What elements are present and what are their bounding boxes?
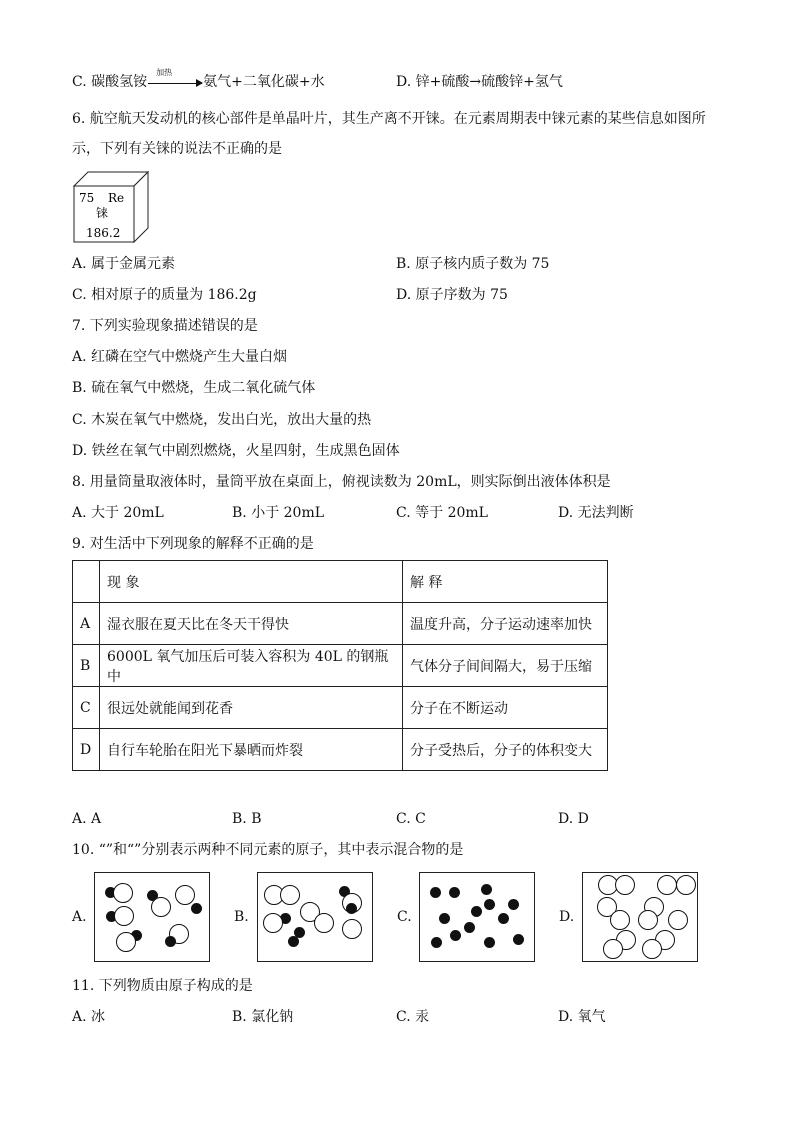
- open-atom: [657, 875, 677, 895]
- element-mass: 186.2: [86, 226, 121, 240]
- q6-stem-line1: 6. 航空航天发动机的核心部件是单晶叶片，其生产离不开铼。在元素周期表中铼元素的某些信息如图所: [72, 111, 706, 127]
- q10-box-c: [419, 872, 535, 962]
- open-atom: [116, 932, 136, 952]
- row-phenomenon: 很远处就能闻到花香: [100, 687, 403, 729]
- q6-option-c: C. 相对原子的质量为 186.2g: [72, 287, 257, 303]
- filled-atom: [498, 913, 509, 924]
- reaction-arrow-icon: [148, 68, 202, 89]
- q5-option-c: [72, 68, 325, 92]
- filled-atom: [484, 937, 495, 948]
- row-key: A: [73, 603, 100, 645]
- open-atom: [668, 910, 688, 930]
- row-explanation: 分子受热后，分子的体积变大: [403, 729, 608, 771]
- element-number: 75: [79, 191, 95, 205]
- q10-stem: 10. “”和“”分别表示两种不同元素的原子，其中表示混合物的是: [72, 842, 464, 858]
- q8-option-a: A. 大于 20mL: [72, 505, 164, 521]
- q6-option-d: D. 原子序数为 75: [396, 287, 508, 303]
- row-explanation: 分子在不断运动: [403, 687, 608, 729]
- filled-atom: [513, 934, 524, 945]
- open-atom: [151, 897, 171, 917]
- q5-option-c-reactants: C. 碳酸氢铵: [72, 74, 148, 90]
- q8-option-b: B. 小于 20mL: [232, 505, 325, 521]
- table-header-row: [73, 561, 608, 603]
- table-header-phenomenon: 现 象: [100, 561, 403, 603]
- q11-option-c: C. 汞: [396, 1009, 430, 1025]
- q11-option-a: A. 冰: [72, 1009, 106, 1025]
- q11-stem: 11. 下列物质由原子构成的是: [72, 978, 253, 994]
- row-phenomenon: 6000L 氧气加压后可装入容积为 40L 的钢瓶中: [100, 645, 403, 687]
- q6-option-a: A. 属于金属元素: [72, 256, 176, 272]
- table-header-explanation: 解 释: [403, 561, 608, 603]
- open-atom: [642, 939, 662, 959]
- q9-option-b: B. B: [232, 811, 262, 827]
- q5-option-c-products: 氨气+二氧化碳+水: [203, 74, 325, 90]
- table-row: [73, 687, 608, 729]
- q10-box-b: [257, 872, 373, 962]
- open-atom: [280, 885, 300, 905]
- open-atom: [610, 910, 630, 930]
- q6-option-b: B. 原子核内质子数为 75: [396, 256, 550, 272]
- row-explanation: 温度升高，分子运动速率加快: [403, 603, 608, 645]
- row-key: C: [73, 687, 100, 729]
- element-name: 铼: [96, 206, 109, 220]
- filled-atom: [481, 884, 492, 895]
- row-explanation: 气体分子间间隔大，易于压缩: [403, 645, 608, 687]
- q10-label-a: A.: [72, 909, 87, 925]
- filled-atom: [191, 903, 202, 914]
- q10-box-a: [94, 872, 210, 962]
- row-phenomenon: 湿衣服在夏天比在冬天干得快: [100, 603, 403, 645]
- row-key: D: [73, 729, 100, 771]
- q10-label-d: D.: [559, 909, 575, 925]
- table-row: [73, 645, 608, 687]
- q8-stem: 8. 用量筒量取液体时，量筒平放在桌面上，俯视读数为 20mL，则实际倒出液体体积是: [72, 474, 611, 490]
- table-header-key: [73, 561, 100, 603]
- open-atom: [114, 906, 134, 926]
- open-atom: [263, 913, 283, 933]
- filled-atom: [431, 937, 442, 948]
- open-atom: [676, 875, 696, 895]
- open-atom: [314, 913, 334, 933]
- row-phenomenon: 自行车轮胎在阳光下暴晒而炸裂: [100, 729, 403, 771]
- open-atom: [113, 883, 133, 903]
- q7-option-c: C. 木炭在氧气中燃烧，发出白光，放出大量的热: [72, 412, 372, 428]
- q10-box-d: [582, 872, 698, 962]
- q10-label-c: C.: [397, 909, 412, 925]
- open-atom: [638, 910, 658, 930]
- filled-atom: [471, 906, 482, 917]
- filled-atom: [450, 930, 461, 941]
- open-atom: [175, 885, 195, 905]
- q7-option-a: A. 红磷在空气中燃烧产生大量白烟: [72, 349, 288, 365]
- filled-atom: [346, 903, 357, 914]
- open-atom: [342, 919, 362, 939]
- q8-option-c: C. 等于 20mL: [396, 505, 488, 521]
- q11-option-b: B. 氯化钠: [232, 1009, 294, 1025]
- element-symbol: Re: [108, 191, 125, 205]
- element-cell-diagram: [70, 168, 152, 246]
- filled-atom: [484, 899, 495, 910]
- q5-option-d: D. 锌+硫酸→硫酸锌+氢气: [396, 74, 563, 90]
- q9-stem: 9. 对生活中下列现象的解释不正确的是: [72, 536, 314, 552]
- q7-option-b: B. 硫在氧气中燃烧，生成二氧化硫气体: [72, 380, 316, 396]
- q8-option-d: D. 无法判断: [558, 505, 634, 521]
- filled-atom: [464, 922, 475, 933]
- filled-atom: [288, 936, 299, 947]
- table-row: [73, 603, 608, 645]
- filled-atom: [449, 887, 460, 898]
- filled-atom: [508, 899, 519, 910]
- q9-option-c: C. C: [396, 811, 426, 827]
- q11-option-d: D. 氧气: [558, 1009, 606, 1025]
- q9-table: [72, 560, 608, 771]
- q7-option-d: D. 铁丝在氧气中剧烈燃烧，火星四射，生成黑色固体: [72, 443, 400, 459]
- q9-option-a: A. A: [72, 811, 102, 827]
- filled-atom: [439, 913, 450, 924]
- reaction-condition: 加热: [156, 68, 173, 77]
- q10-label-b: B.: [234, 909, 249, 925]
- q6-stem-line2: 示，下列有关铼的说法不正确的是: [72, 141, 282, 157]
- q7-stem: 7. 下列实验现象描述错误的是: [72, 318, 258, 334]
- q9-option-d: D. D: [558, 811, 589, 827]
- open-atom: [603, 939, 623, 959]
- filled-atom: [165, 936, 176, 947]
- table-row: [73, 729, 608, 771]
- filled-atom: [430, 887, 441, 898]
- row-key: B: [73, 645, 100, 687]
- open-atom: [615, 875, 635, 895]
